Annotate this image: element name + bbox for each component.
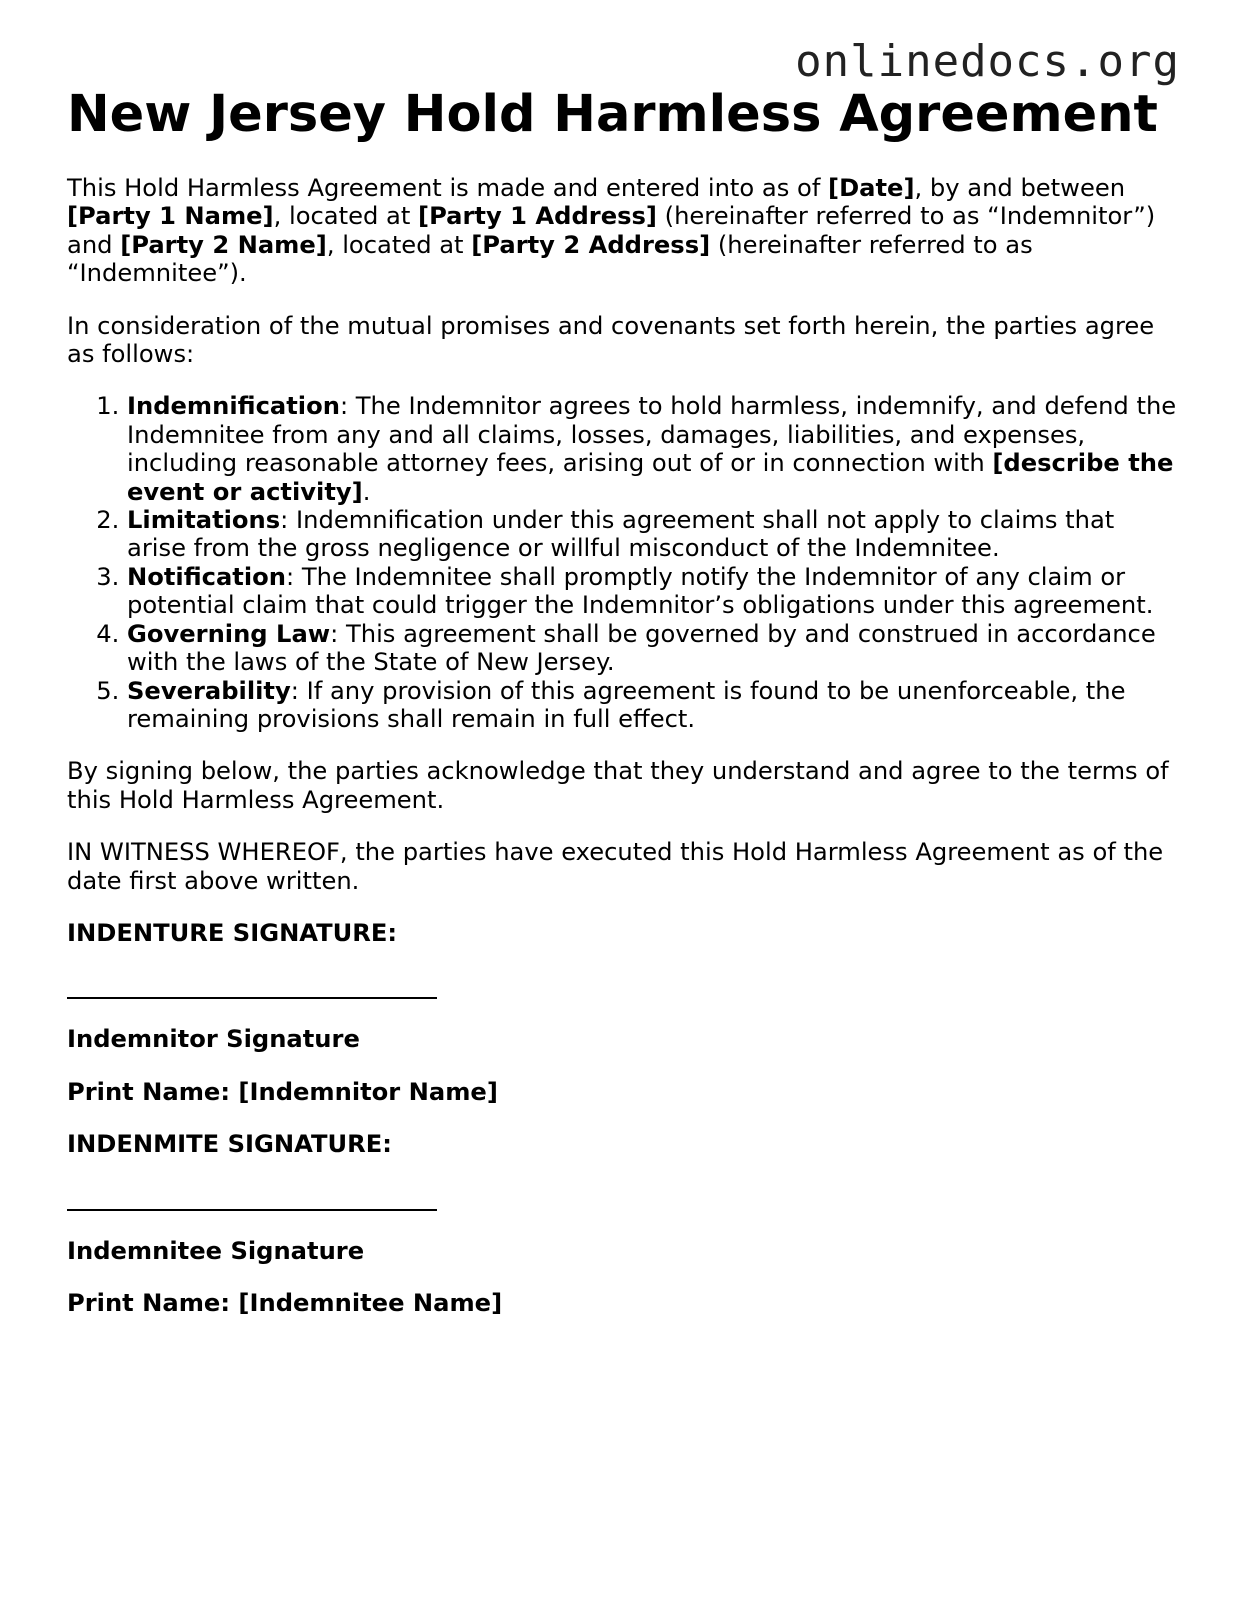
clause-heading: Severability: [127, 676, 291, 705]
intro-text: , by and between: [914, 174, 1126, 202]
clause-text: : Indemnification under this agreement shall not apply to claims that arise from the gross negligence or willful misconduct of the Indemnitee.: [127, 506, 1115, 563]
party1-name-placeholder: [Party 1 Name]: [67, 202, 274, 231]
event-placeholder: [describe the event or activity]: [127, 449, 1174, 506]
party2-address-placeholder: [Party 2 Address]: [471, 230, 711, 259]
document-page: [67, 84, 1177, 1317]
party1-address-placeholder: [Party 1 Address]: [418, 202, 657, 231]
clause-list: [67, 392, 1177, 733]
intro-text: , located at: [326, 230, 472, 259]
clause-text: : The Indemnitor agrees to hold harmless, indemnify, and defend the Indemnitee from any and all claims, losses, damages, liabilities, and expenses, including reasonable attorney fees, arising out of or in connection with: [127, 392, 1177, 478]
indemnitee-signature-heading: INDENMITE SIGNATURE:: [67, 1130, 392, 1159]
clause-heading: Notification: [127, 562, 286, 591]
indemnitee-signature-line[interactable]: [67, 1185, 437, 1211]
indemnitee-signature-label: Indemnitee Signature: [67, 1236, 365, 1265]
acknowledgement-paragraph: By signing below, the parties acknowledge that they understand and agree to the terms of this Hold Harmless Agreement.: [67, 757, 1169, 814]
watermark: onlinedocs.org: [795, 36, 1180, 87]
clause-governing-law: [127, 620, 1177, 677]
intro-paragraph: [67, 174, 1177, 288]
clause-heading: Indemnification: [127, 392, 340, 421]
indemnitee-print-name: Print Name: [Indemnitee Name]: [67, 1288, 503, 1317]
clause-limitations: [127, 506, 1177, 563]
date-placeholder: [Date]: [828, 174, 915, 202]
clause-text: : If any provision of this agreement is found to be unenforceable, the remaining provisions shall remain in full effect.: [127, 676, 1126, 733]
indemnitor-signature-label: Indemnitor Signature: [67, 1025, 360, 1054]
clause-heading: Governing Law: [127, 619, 331, 648]
clause-indemnification: [127, 392, 1177, 506]
consideration-paragraph: In consideration of the mutual promises and covenants set forth herein, the parties agree as follows:: [67, 311, 1155, 369]
intro-text: (hereinafter referred to as “Indemnitor”) and: [67, 202, 1156, 259]
intro-text: (hereinafter referred to as “Indemnitee”).: [67, 230, 1033, 288]
intro-text: This Hold Harmless Agreement is made and entered into as of: [67, 174, 829, 202]
clause-heading: Limitations: [127, 506, 281, 535]
clause-text: : This agreement shall be governed by and construed in accordance with the laws of the State of New Jersey.: [127, 619, 1156, 677]
clause-notification: [127, 563, 1177, 620]
clause-text: .: [362, 477, 371, 506]
witness-paragraph: IN WITNESS WHEREOF, the parties have executed this Hold Harmless Agreement as of the date first above written.: [67, 838, 1164, 895]
intro-text: , located at: [273, 202, 419, 231]
clause-text: : The Indemnitee shall promptly notify the Indemnitor of any claim or potential claim that could trigger the Indemnitor’s obligations under this agreement.: [127, 562, 1154, 620]
document-title: New Jersey Hold Harmless Agreement: [67, 85, 1158, 144]
party2-name-placeholder: [Party 2 Name]: [120, 230, 327, 259]
indemnitor-print-name: Print Name: [Indemnitor Name]: [67, 1077, 498, 1106]
indemnitor-signature-line[interactable]: [67, 973, 437, 999]
indemnitor-signature-heading: INDENTURE SIGNATURE:: [67, 918, 398, 947]
clause-severability: [127, 677, 1177, 734]
